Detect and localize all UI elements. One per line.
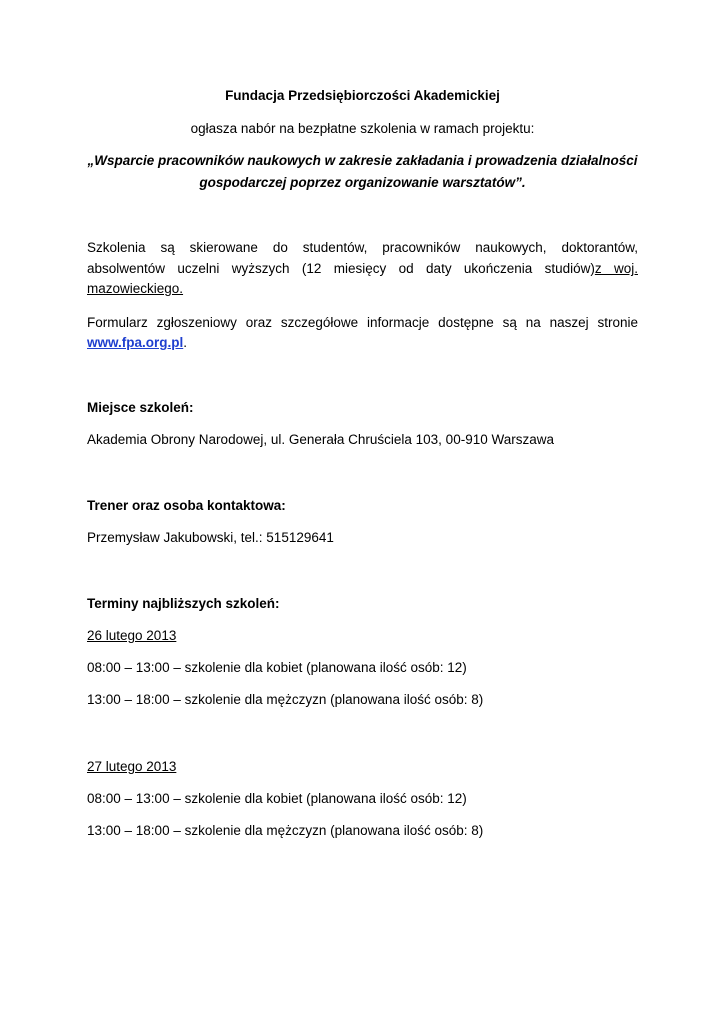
form-info-line-2 [87, 333, 187, 352]
link-suffix: . [183, 335, 188, 350]
form-info-line-1: Formularz zgłoszeniowy oraz szczegółowe informacje dostępne są na naszej stronie [87, 315, 638, 330]
intro-region-underlined: z woj. [594, 261, 638, 276]
schedule-session: 08:00 – 13:00 – szkolenie dla kobiet (planowana ilość osób: 12) [87, 791, 467, 806]
website-link[interactable]: www.fpa.org.pl [87, 335, 184, 350]
announcement-text: ogłasza nabór na bezpłatne szkolenia w ramach projektu: [190, 121, 535, 136]
intro-line-2-text: absolwentów uczelni wyższych (12 miesięcy od daty ukończenia studiów) [87, 261, 595, 276]
project-title-line-2: gospodarczej poprzez organizowanie warsztatów”. [199, 175, 526, 190]
trainer-heading: Trener oraz osoba kontaktowa: [87, 498, 286, 513]
trainer-text: Przemysław Jakubowski, tel.: 515129641 [87, 530, 334, 545]
schedule-date-1: 26 lutego 2013 [87, 628, 177, 643]
intro-line-3: mazowieckiego. [87, 281, 184, 296]
organization-title: Fundacja Przedsiębiorczości Akademickiej [225, 88, 500, 103]
intro-line-2 [87, 259, 638, 278]
schedule-date-2: 27 lutego 2013 [87, 759, 177, 774]
schedule-session: 13:00 – 18:00 – szkolenie dla mężczyzn (planowana ilość osób: 8) [87, 823, 484, 838]
schedule-session: 13:00 – 18:00 – szkolenie dla mężczyzn (planowana ilość osób: 8) [87, 692, 484, 707]
schedule-session: 08:00 – 13:00 – szkolenie dla kobiet (planowana ilość osób: 12) [87, 660, 467, 675]
project-title-line-1: „Wsparcie pracowników naukowych w zakresie zakładania i prowadzenia działalności [87, 153, 638, 168]
location-text: Akademia Obrony Narodowej, ul. Generała Chruściela 103, 00-910 Warszawa [87, 432, 554, 447]
schedule-heading: Terminy najbliższych szkoleń: [87, 596, 280, 611]
intro-line-1: Szkolenia są skierowane do studentów, pracowników naukowych, doktorantów, [87, 240, 638, 255]
location-heading: Miejsce szkoleń: [87, 400, 194, 415]
